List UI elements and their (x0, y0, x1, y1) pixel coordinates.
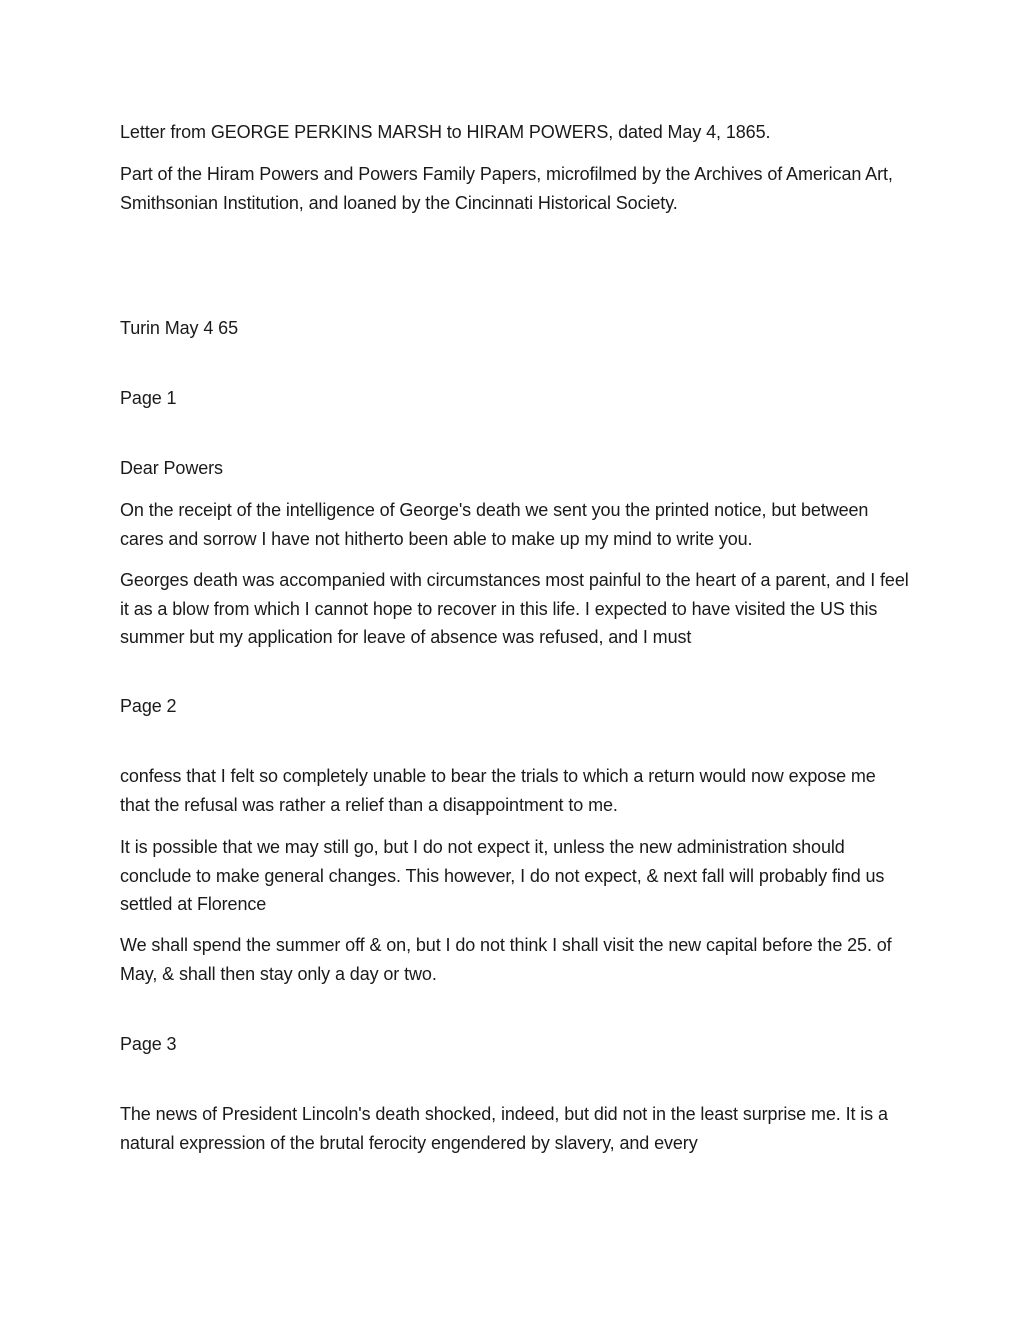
letter-paragraph: confess that I felt so completely unable to bear the trials to which a return would now expose me that the refusal was rather a relief than a disappointment to me. (120, 766, 876, 815)
document-header: Letter from GEORGE PERKINS MARSH to HIRAM POWERS, dated May 4, 1865. (120, 122, 771, 142)
salutation: Dear Powers (120, 458, 223, 478)
page-marker: Page 1 (120, 388, 177, 408)
letter-page (120, 0, 920, 1325)
letter-paragraph: Georges death was accompanied with circumstances most painful to the heart of a parent, and I feel it as a blow from which I cannot hope to recover in this life. I expected to have visited the US this summer but my application for leave of absence was refused, and I must (120, 570, 909, 647)
letter-paragraph: We shall spend the summer off & on, but I do not think I shall visit the new capital before the 25. of May, & shall then stay only a day or two. (120, 935, 892, 984)
source-note: Part of the Hiram Powers and Powers Family Papers, microfilmed by the Archives of American Art, Smithsonian Institution, and loaned by the Cincinnati Historical Society. (120, 164, 893, 213)
letter-paragraph: It is possible that we may still go, but I do not expect it, unless the new administration should conclude to make general changes. This however, I do not expect, & next fall will probably find us settled at Florence (120, 837, 885, 914)
page-marker: Page 2 (120, 696, 177, 716)
letter-paragraph: On the receipt of the intelligence of George's death we sent you the printed notice, but between cares and sorrow I have not hitherto been able to make up my mind to write you. (120, 500, 869, 549)
page-marker: Page 3 (120, 1034, 177, 1054)
letter-paragraph: The news of President Lincoln's death shocked, indeed, but did not in the least surprise me. It is a natural expression of the brutal ferocity engendered by slavery, and every (120, 1104, 888, 1153)
dateline: Turin May 4 65 (120, 318, 238, 338)
